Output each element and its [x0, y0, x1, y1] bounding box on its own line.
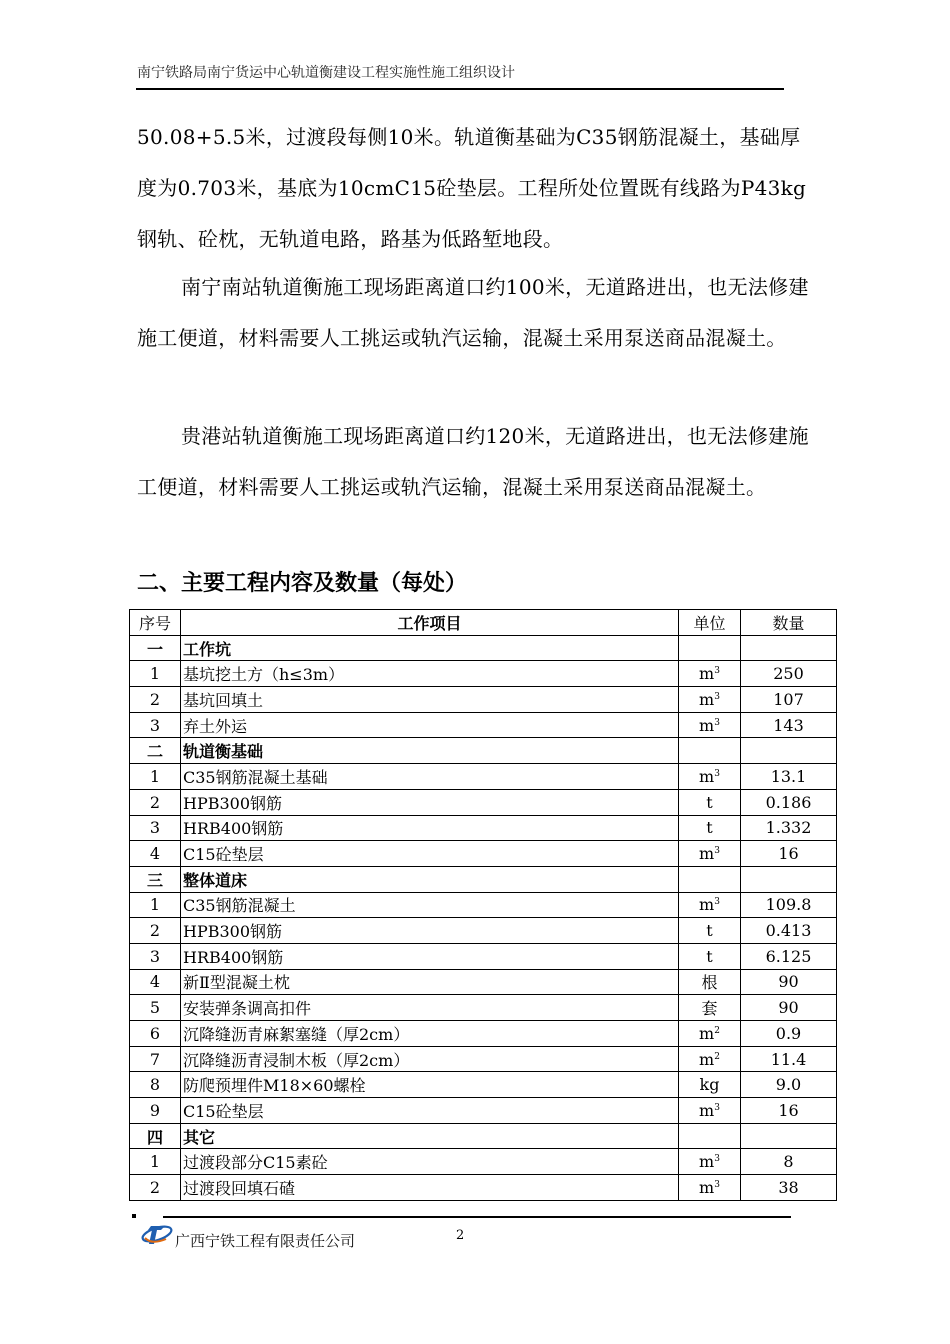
row-item: 工作坑 [181, 635, 679, 661]
unit-label: m [699, 895, 715, 915]
row-qty: 38 [741, 1175, 837, 1201]
unit-exponent: 2 [714, 1025, 720, 1036]
unit-label: m [699, 766, 715, 786]
table-row [130, 1021, 837, 1047]
table-row [130, 995, 837, 1021]
row-no: 四 [130, 1123, 181, 1149]
row-no: 7 [130, 1046, 181, 1072]
row-unit [679, 1098, 741, 1124]
unit-label: m [699, 1023, 715, 1043]
unit-label: m [699, 1177, 715, 1197]
row-item: 整体道床 [181, 866, 679, 892]
table-row [130, 1175, 837, 1201]
row-unit [679, 969, 741, 995]
row-no: 2 [130, 918, 181, 944]
row-qty: 16 [741, 841, 837, 867]
row-item: 基坑回填土 [181, 687, 679, 713]
unit-exponent: 3 [714, 768, 720, 779]
table-body [130, 635, 837, 1200]
unit-label: t [706, 792, 713, 812]
row-no: 9 [130, 1098, 181, 1124]
row-unit [679, 866, 741, 892]
footer-divider [163, 1216, 791, 1218]
unit-label: m [699, 1100, 715, 1120]
table-row [130, 764, 837, 790]
company-logo-icon [140, 1220, 174, 1248]
row-unit [679, 995, 741, 1021]
row-unit [679, 738, 741, 764]
row-item: 弃土外运 [181, 712, 679, 738]
row-item: 基坑挖土方（h≤3m） [181, 661, 679, 687]
row-qty: 0.186 [741, 789, 837, 815]
row-qty: 8 [741, 1149, 837, 1175]
row-item: HRB400钢筋 [181, 815, 679, 841]
row-qty: 0.413 [741, 918, 837, 944]
quantity-table [129, 609, 837, 1201]
table-row [130, 918, 837, 944]
row-unit [679, 1021, 741, 1047]
row-qty: 250 [741, 661, 837, 687]
header-item: 工作项目 [181, 610, 679, 636]
row-qty: 6.125 [741, 943, 837, 969]
body-paragraph-3: 贵港站轨道衡施工现场距离道口约120米，无道路进出，也无法修建施工便道，材料需要人工挑运或轨汽运输，混凝土采用泵送商品混凝土。 [137, 424, 809, 499]
row-unit [679, 661, 741, 687]
row-qty: 16 [741, 1098, 837, 1124]
table-header-row [130, 610, 837, 636]
unit-exponent: 3 [714, 717, 720, 728]
table-row [130, 815, 837, 841]
unit-label: t [706, 921, 713, 941]
row-no: 3 [130, 943, 181, 969]
row-item: 防爬预埋件M18×60螺栓 [181, 1072, 679, 1098]
unit-label: m [699, 1152, 715, 1172]
row-qty: 11.4 [741, 1046, 837, 1072]
row-no: 二 [130, 738, 181, 764]
row-unit [679, 892, 741, 918]
header-qty: 数量 [741, 610, 837, 636]
row-qty: 0.9 [741, 1021, 837, 1047]
table-row [130, 1149, 837, 1175]
row-no: 4 [130, 969, 181, 995]
unit-label: m [699, 689, 715, 709]
table-group-row [130, 866, 837, 892]
unit-label: kg [699, 1075, 720, 1095]
row-unit [679, 1046, 741, 1072]
row-no: 一 [130, 635, 181, 661]
row-item: 轨道衡基础 [181, 738, 679, 764]
row-no: 4 [130, 841, 181, 867]
row-item: C15砼垫层 [181, 841, 679, 867]
row-no: 8 [130, 1072, 181, 1098]
row-unit [679, 789, 741, 815]
row-no: 1 [130, 661, 181, 687]
unit-label: m [699, 664, 715, 684]
unit-exponent: 3 [714, 1179, 720, 1190]
row-unit [679, 687, 741, 713]
unit-exponent: 3 [714, 1102, 720, 1113]
body-paragraph-2: 南宁南站轨道衡施工现场距离道口约100米，无道路进出，也无法修建施工便道，材料需要人工挑运或轨汽运输，混凝土采用泵送商品混凝土。 [137, 275, 809, 350]
unit-label: t [706, 946, 713, 966]
table-row [130, 1072, 837, 1098]
table-row [130, 969, 837, 995]
table-row [130, 687, 837, 713]
unit-exponent: 3 [714, 846, 720, 857]
row-no: 6 [130, 1021, 181, 1047]
table-row [130, 1046, 837, 1072]
row-item: 过渡段部分C15素砼 [181, 1149, 679, 1175]
row-qty [741, 1123, 837, 1149]
row-unit [679, 943, 741, 969]
footer-dot [132, 1214, 136, 1218]
row-item: C15砼垫层 [181, 1098, 679, 1124]
page-number: 2 [456, 1228, 465, 1243]
row-no: 2 [130, 1175, 181, 1201]
row-item: 沉降缝沥青麻絮塞缝（厚2cm） [181, 1021, 679, 1047]
row-no: 1 [130, 1149, 181, 1175]
row-item: 其它 [181, 1123, 679, 1149]
table-row [130, 789, 837, 815]
row-qty: 143 [741, 712, 837, 738]
table-row [130, 1098, 837, 1124]
row-qty: 109.8 [741, 892, 837, 918]
row-no: 3 [130, 712, 181, 738]
table-group-row [130, 635, 837, 661]
table-row [130, 841, 837, 867]
row-qty [741, 635, 837, 661]
row-qty: 13.1 [741, 764, 837, 790]
row-item: 沉降缝沥青浸制木板（厚2cm） [181, 1046, 679, 1072]
unit-exponent: 3 [714, 691, 720, 702]
unit-label: m [699, 844, 715, 864]
unit-label: 根 [701, 973, 718, 993]
table-row [130, 892, 837, 918]
unit-label: m [699, 1049, 715, 1069]
row-unit [679, 1072, 741, 1098]
row-qty: 90 [741, 969, 837, 995]
row-qty: 1.332 [741, 815, 837, 841]
footer-company-name: 广西宁铁工程有限责任公司 [175, 1232, 356, 1250]
row-unit [679, 712, 741, 738]
header-divider [136, 88, 784, 90]
table-row [130, 661, 837, 687]
unit-label: t [706, 818, 713, 838]
row-unit [679, 635, 741, 661]
row-unit [679, 764, 741, 790]
row-qty [741, 738, 837, 764]
row-item: C35钢筋混凝土基础 [181, 764, 679, 790]
row-qty: 90 [741, 995, 837, 1021]
row-unit [679, 1149, 741, 1175]
page-header-title: 南宁铁路局南宁货运中心轨道衡建设工程实施性施工组织设计 [137, 65, 515, 81]
unit-label: 套 [701, 999, 718, 1019]
table-group-row [130, 1123, 837, 1149]
row-qty: 9.0 [741, 1072, 837, 1098]
row-qty [741, 866, 837, 892]
unit-exponent: 2 [714, 1051, 720, 1062]
header-no: 序号 [130, 610, 181, 636]
row-item: HRB400钢筋 [181, 943, 679, 969]
unit-exponent: 3 [714, 897, 720, 908]
row-item: 过渡段回填石碴 [181, 1175, 679, 1201]
section-title: 二、主要工程内容及数量（每处） [137, 571, 468, 596]
row-no: 2 [130, 687, 181, 713]
row-no: 3 [130, 815, 181, 841]
table-row [130, 712, 837, 738]
row-item: 安装弹条调高扣件 [181, 995, 679, 1021]
row-item: C35钢筋混凝土 [181, 892, 679, 918]
row-no: 1 [130, 892, 181, 918]
row-item: HPB300钢筋 [181, 789, 679, 815]
row-qty: 107 [741, 687, 837, 713]
row-no: 三 [130, 866, 181, 892]
row-unit [679, 841, 741, 867]
row-unit [679, 1123, 741, 1149]
body-paragraph-1: 50.08+5.5米，过渡段每侧10米。轨道衡基础为C35钢筋混凝土，基础厚度为0.703米，基底为10cmC15砼垫层。工程所处位置既有线路为P43kg钢轨、砼枕，无轨道电路，路基为低路堑地段。 [137, 125, 807, 251]
row-unit [679, 1175, 741, 1201]
row-item: HPB300钢筋 [181, 918, 679, 944]
row-no: 2 [130, 789, 181, 815]
row-no: 1 [130, 764, 181, 790]
row-no: 5 [130, 995, 181, 1021]
row-unit [679, 815, 741, 841]
row-unit [679, 918, 741, 944]
table-group-row [130, 738, 837, 764]
unit-label: m [699, 715, 715, 735]
table-row [130, 943, 837, 969]
unit-exponent: 3 [714, 1154, 720, 1165]
row-item: 新Ⅱ型混凝土枕 [181, 969, 679, 995]
header-unit: 单位 [679, 610, 741, 636]
unit-exponent: 3 [714, 666, 720, 677]
